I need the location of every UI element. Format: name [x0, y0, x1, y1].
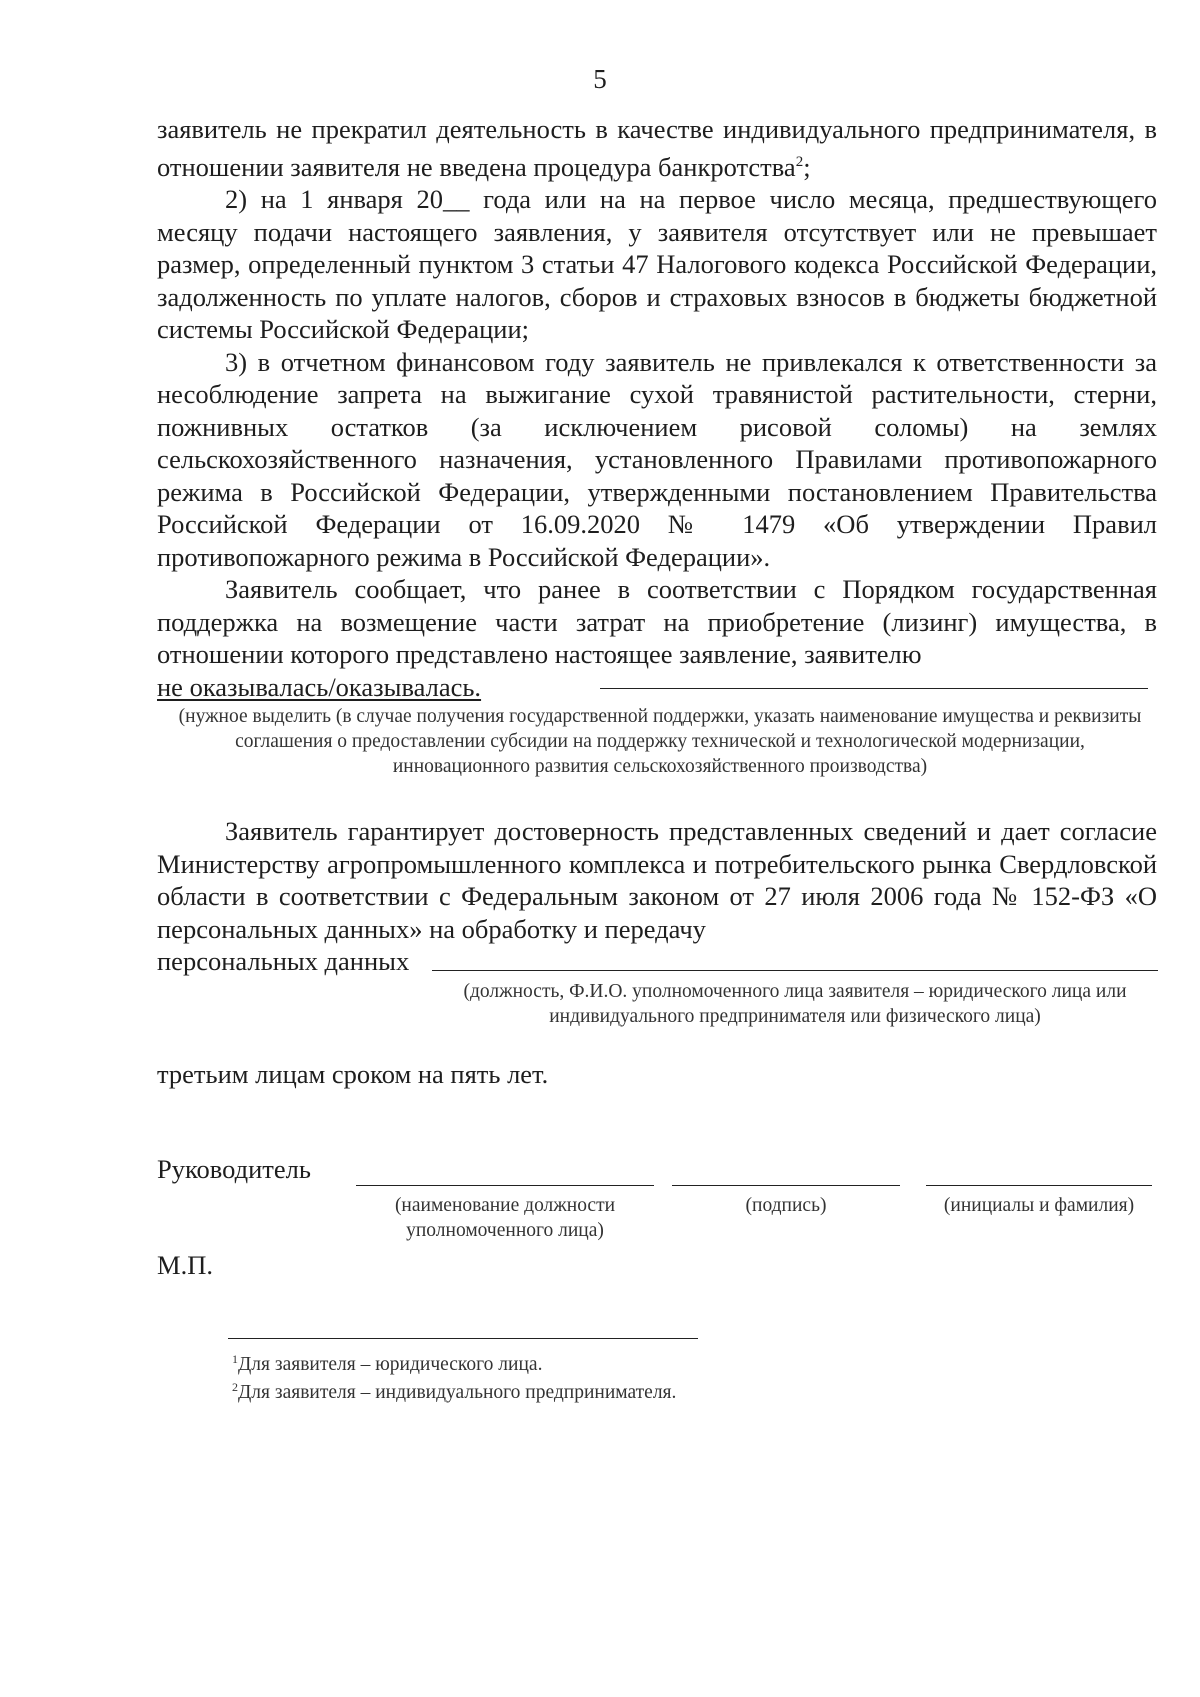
support-note: (нужное выделить (в случае получения государственной поддержки, указать наименование имущества и реквизиты соглашения о предоставлении субсидии на поддержку технической и технологической модернизации, инновационного развития сельскохозяйственного производства) [178, 706, 1142, 777]
footnote-2-text: Для заявителя – индивидуального предпринимателя. [238, 1382, 677, 1403]
paragraph-1 [157, 113, 1157, 183]
paragraph-1-end: ; [803, 151, 811, 182]
footnote-1-text: Для заявителя – юридического лица. [238, 1354, 543, 1375]
footnote-2-mark: 2 [232, 1380, 238, 1394]
support-fill-line [600, 688, 1148, 689]
position-line [356, 1185, 654, 1186]
paragraph-3: 3) в отчетном финансовом году заявитель не привлекался к ответственности за несоблюдение запрета на выжигание сухой травянистой растительности, стерни, пожнивных остатков (за исключением рисовой соломы) на землях сельскохозяйственного назначения, установленного Правилами противопожарного режима в Российской Федерации, утвержденными постановлением Правительства Российской Федерации от 16.09.2020 № 1479 «Об утверждении Правил противопожарного режима в Российской Федерации». [157, 346, 1157, 572]
footnote-separator [228, 1338, 698, 1339]
paragraph-5: Заявитель гарантирует достоверность представленных сведений и дает согласие Министерству агропромышленного комплекса и потребительского рынка Свердловской области в соответствии с Федеральным законом от 27 июля 2006 года № 152-ФЗ «О персональных данных» на обработку и передачу [157, 816, 1157, 944]
paragraph-6: третьим лицам сроком на пять лет. [157, 1059, 549, 1089]
paragraph-5-tail: персональных данных [157, 946, 410, 976]
head-label: Руководитель [157, 1154, 311, 1184]
footnote-ref-2: 2 [795, 153, 804, 170]
body-text-block-1 [157, 113, 1157, 703]
position-caption: (наименование должности уполномоченного лица) [394, 1195, 616, 1241]
signature-caption: (подпись) [745, 1195, 827, 1216]
person-note: (должность, Ф.И.О. уполномоченного лица заявителя – юридического лица или индивидуального предпринимателя или физического лица) [463, 981, 1127, 1027]
name-line [926, 1185, 1152, 1186]
signature-line [672, 1185, 900, 1186]
footnote-1-mark: 1 [232, 1352, 238, 1366]
paragraph-2: 2) на 1 января 20__ года или на на первое число месяца, предшествующего месяцу подачи настоящего заявления, у заявителя отсутствует или не превышает размер, определенный пунктом 3 статьи 47 Налогового кодекса Российской Федерации, задолженность по уплате налогов, сборов и страховых взносов в бюджеты бюджетной системы Российской Федерации; [157, 184, 1157, 344]
support-choice: не оказывалась/оказывалась. [157, 671, 482, 702]
name-caption: (инициалы и фамилия) [943, 1195, 1135, 1216]
support-choice-line [157, 671, 1157, 704]
person-fill-line [432, 970, 1158, 971]
footnote-2 [232, 1374, 676, 1406]
body-text-block-3 [157, 1058, 1157, 1091]
body-text-block-2 [157, 815, 1157, 978]
page-number: 5 [593, 64, 607, 94]
paragraph-4: Заявитель сообщает, что ранее в соответствии с Порядком государственная поддержка на возмещение части затрат на приобретение (лизинг) имущества, в отношении которого представлено настоящее заявление, заявителю [157, 574, 1157, 669]
paragraph-1-text: заявитель не прекратил деятельность в качестве индивидуального предпринимателя, в отношении заявителя не введена процедура банкротства [157, 114, 1157, 182]
stamp-label: М.П. [157, 1250, 213, 1280]
